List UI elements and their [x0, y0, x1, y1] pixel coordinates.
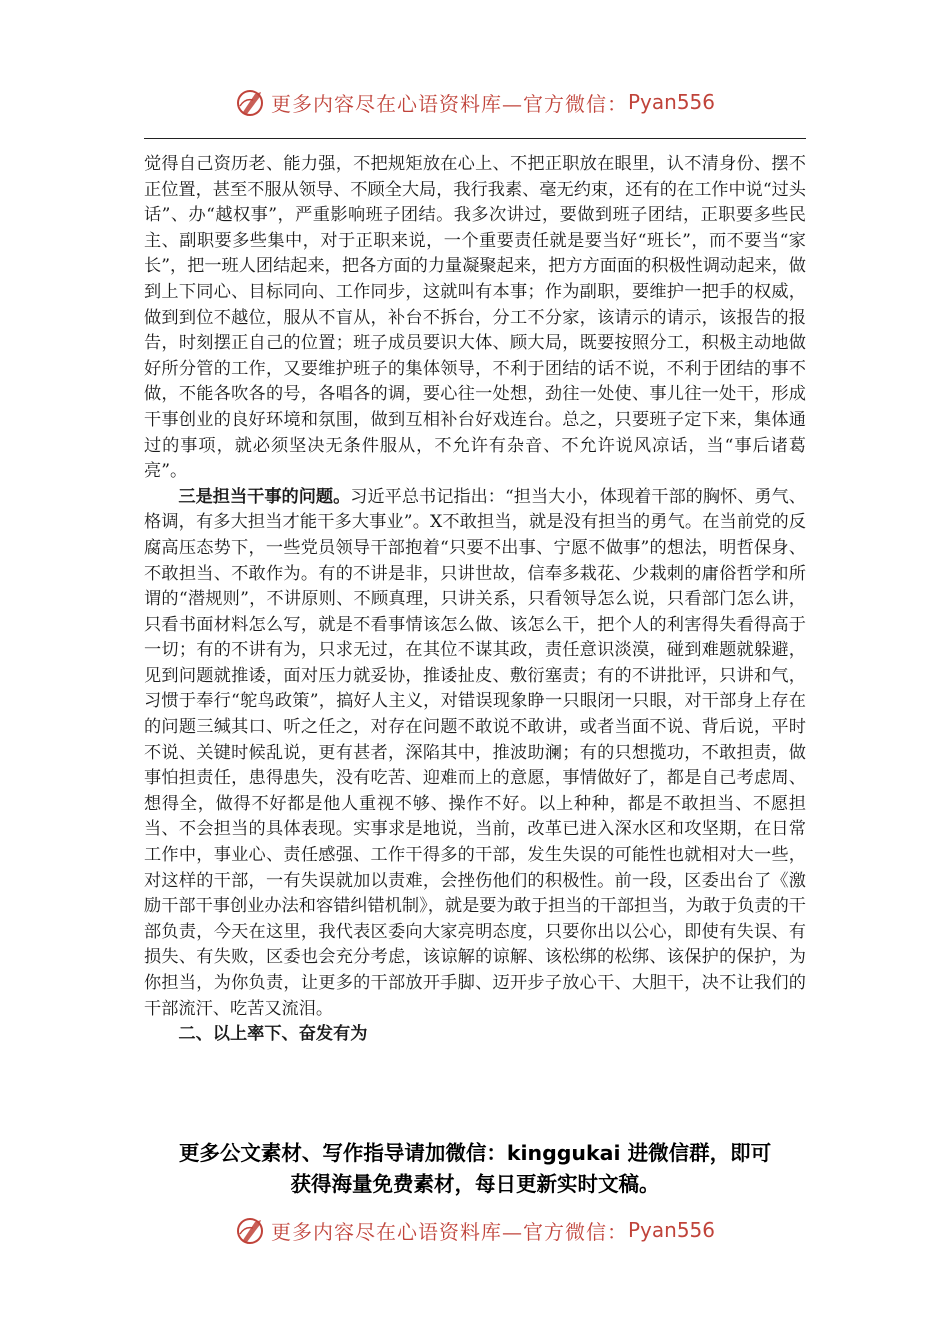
banner-wechat-id: Pyan556 [627, 90, 715, 114]
header-divider [144, 138, 806, 139]
pen-nib-logo-icon [235, 86, 267, 118]
paragraph-lead-heading: 三是担当干事的问题。 [178, 486, 351, 507]
section-heading: 二、以上率下、奋发有为 [178, 1024, 368, 1045]
footer-call-to-action [144, 1138, 806, 1200]
cta-line: 更多公文素材、写作指导请加微信：kinggukai 进微信群，即可 [178, 1141, 772, 1165]
banner-wechat-id: Pyan556 [627, 1218, 715, 1242]
paragraph-text: 习近平总书记指出：“担当大小，体现着干部的胸怀、勇气、格调，有多大担当才能干多大事业”。X不敢担当，就是没有担当的勇气。在当前党的反腐高压态势下，一些党员领导干部抱着“只要不出事、宁愿不做事”的想法，明哲保身、不敢担当、不敢作为。有的不讲是非，只讲世故，信奉多栽花、少栽刺的庸俗哲学和所谓的“潜规则”，不讲原则、不顾真理，只讲关系，只看领导怎么说，只看部门怎么讲，只看书面材料怎么写，就是不看事情该怎么做、该怎么干，把个人的利害得失看得高于一切；有的不讲有为，只求无过，在其位不谋其政，责任意识淡漠，碰到难题就躲避，见到问题就推诿，面对压力就妥协，推诿扯皮、敷衍塞责；有的不讲批评，只讲和气，习惯于奉行“鸵鸟政策”，搞好人主义，对错误现象睁一只眼闭一只眼，对干部身上存在的问题三缄其口、听之任之，对存在问题不敢说不敢讲，或者当面不说、背后说，平时不说、关键时候乱说，更有甚者，深陷其中，推波助澜；有的只想揽功，不敢担责，做事怕担责任，患得患失，没有吃苦、迎难而上的意愿，事情做好了，都是自己考虑周、想得全，做得不好都是他人重视不够、操作不好。以上种种，都是不敢担当、不愿担当、不会担当的具体表现。实事求是地说，当前，改革已进入深水区和攻坚期，在日常工作中，事业心、责任感强、工作干得多的干部，发生失误的可能性也就相对大一些，对这样的干部，一有失误就加以责难，会挫伤他们的积极性。前一段，区委出台了《激励干部干事创业办法和容错纠错机制》，就是要为敢于担当的干部担当，为敢于负责的干部负责，今天在这里，我代表区委向大家亮明态度，只要你出以公心，即使有失误、有损失、有失败，区委也会充分考虑，该谅解的谅解、该松绑的松绑、该保护的保护，为你担当，为你负责，让更多的干部放开手脚、迈开步子放心干、大胆干，决不让我们的干部流汗、吃苦又流泪。 [144, 486, 806, 1019]
banner-text: 更多内容尽在心语资料库—官方微信： [270, 91, 628, 116]
cta-line: 获得海量免费素材，每日更新实时文稿。 [290, 1172, 660, 1196]
bottom-banner [0, 1210, 950, 1250]
banner-text: 更多内容尽在心语资料库—官方微信： [270, 1219, 628, 1244]
paragraph: 觉得自己资历老、能力强，不把规矩放在心上、不把正职放在眼里，认不清身份、摆不正位置，甚至不服从领导、不顾全大局，我行我素、毫无约束，还有的在工作中说“过头话”、办“越权事”，严重影响班子团结。我多次讲过，要做到班子团结，正职要多些民主、副职要多些集中，对于正职来说，一个重要责任就是要当好“班长”，而不要当“家长”，把一班人团结起来，把各方面的力量凝聚起来，把方方面面的积极性调动起来，做到上下同心、目标同向、工作同步，这就叫有本事；作为副职，要维护一把手的权威，做到到位不越位，服从不盲从，补台不拆台，分工不分家，该请示的请示，该报告的报告，时刻摆正自己的位置；班子成员要识大体、顾大局，既要按照分工，积极主动地做好所分管的工作，又要维护班子的集体领导，不利于团结的话不说，不利于团结的事不做，不能各吹各的号，各唱各的调，要心往一处想，劲往一处使、事儿往一处干，形成干事创业的良好环境和氛围，做到互相补台好戏连台。总之，只要班子定下来，集体通过的事项，就必须坚决无条件服从，不允许有杂音、不允许说风凉话，当“事后诸葛亮”。 [144, 154, 806, 482]
document-body [144, 152, 806, 1048]
paragraph [144, 485, 806, 1022]
top-banner [0, 82, 950, 122]
pen-nib-logo-icon [235, 1214, 267, 1246]
